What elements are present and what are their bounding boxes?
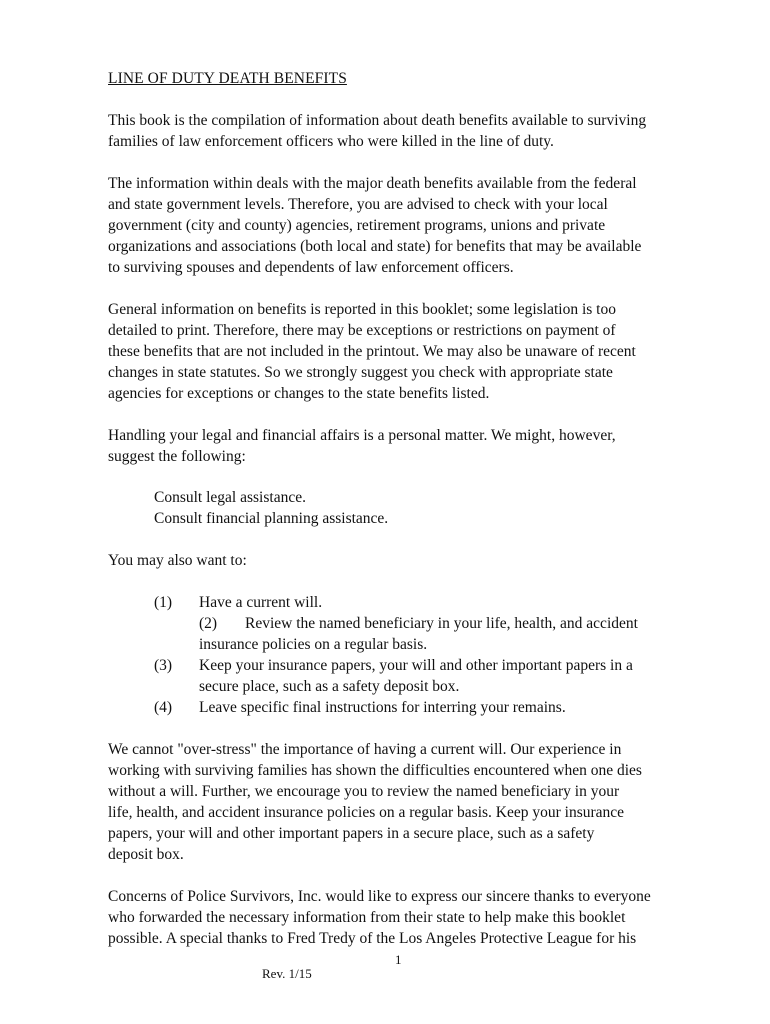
- suggestion-item: Consult legal assistance.: [154, 489, 306, 506]
- general-line: these benefits that are not included in the printout. We may also be unaware of recent: [108, 343, 636, 360]
- list-item-number: (4): [154, 699, 173, 716]
- page-number: 1: [395, 952, 402, 967]
- general-line: General information on benefits is reported in this booklet; some legislation is too: [108, 301, 616, 318]
- list-item-number: (2): [199, 615, 218, 632]
- general-line: agencies for exceptions or changes to the state benefits listed.: [108, 385, 490, 402]
- info-line: The information within deals with the major death benefits available from the federal: [108, 175, 637, 192]
- list-item-number: (1): [154, 594, 173, 611]
- will-line: without a will. Further, we encourage you to review the named beneficiary in your: [108, 783, 620, 800]
- will-line: deposit box.: [108, 846, 184, 863]
- info-paragraph: [108, 173, 683, 278]
- list-item-text: Review the named beneficiary in your life, health, and accident: [245, 615, 638, 632]
- suggestion-item: Consult financial planning assistance.: [154, 510, 389, 527]
- general-line: detailed to print. Therefore, there may be exceptions or restrictions on payment of: [108, 322, 616, 339]
- list-item-text: Leave specific final instructions for interring your remains.: [199, 699, 566, 716]
- intro-line: families of law enforcement officers who were killed in the line of duty.: [108, 133, 554, 150]
- list-item-text: secure place, such as a safety deposit box.: [199, 678, 460, 695]
- info-line: to surviving spouses and dependents of law enforcement officers.: [108, 259, 514, 276]
- will-paragraph: [108, 739, 683, 865]
- also-want-text: You may also want to:: [108, 552, 247, 569]
- thanks-line: possible. A special thanks to Fred Tredy of the Los Angeles Protective League for his: [108, 930, 637, 947]
- will-line: life, health, and accident insurance policies on a regular basis. Keep your insurance: [108, 804, 625, 821]
- thanks-paragraph: [108, 886, 683, 949]
- intro-paragraph: [108, 110, 683, 152]
- handling-line: suggest the following:: [108, 448, 246, 465]
- list-item-text: Keep your insurance papers, your will and other important papers in a: [199, 657, 633, 674]
- handling-line: Handling your legal and financial affairs is a personal matter. We might, however,: [108, 427, 616, 444]
- intro-line: This book is the compilation of information about death benefits available to surviving: [108, 112, 647, 129]
- thanks-line: who forwarded the necessary information from their state to help make this booklet: [108, 909, 626, 926]
- info-line: organizations and associations (both local and state) for benefits that may be available: [108, 238, 642, 255]
- info-line: government (city and county) agencies, retirement programs, unions and private: [108, 217, 606, 234]
- will-line: We cannot "over-stress" the importance of having a current will. Our experience in: [108, 741, 622, 758]
- revision-label: Rev. 1/15: [262, 966, 312, 981]
- info-line: and state government levels. Therefore, you are advised to check with your local: [108, 196, 608, 213]
- list-item-number: (3): [154, 657, 173, 674]
- will-line: papers, your will and other important papers in a secure place, such as a safety: [108, 825, 595, 842]
- general-paragraph: [108, 299, 683, 404]
- general-line: changes in state statutes. So we strongly suggest you check with appropriate state: [108, 364, 613, 381]
- will-line: working with surviving families has shown the difficulties encountered when one dies: [108, 762, 642, 779]
- list-item-text: insurance policies on a regular basis.: [199, 636, 428, 653]
- handling-paragraph: [108, 425, 683, 467]
- list-item-text: Have a current will.: [199, 594, 323, 611]
- thanks-line: Concerns of Police Survivors, Inc. would like to express our sincere thanks to everyone: [108, 888, 651, 905]
- page-title: LINE OF DUTY DEATH BENEFITS: [108, 70, 347, 87]
